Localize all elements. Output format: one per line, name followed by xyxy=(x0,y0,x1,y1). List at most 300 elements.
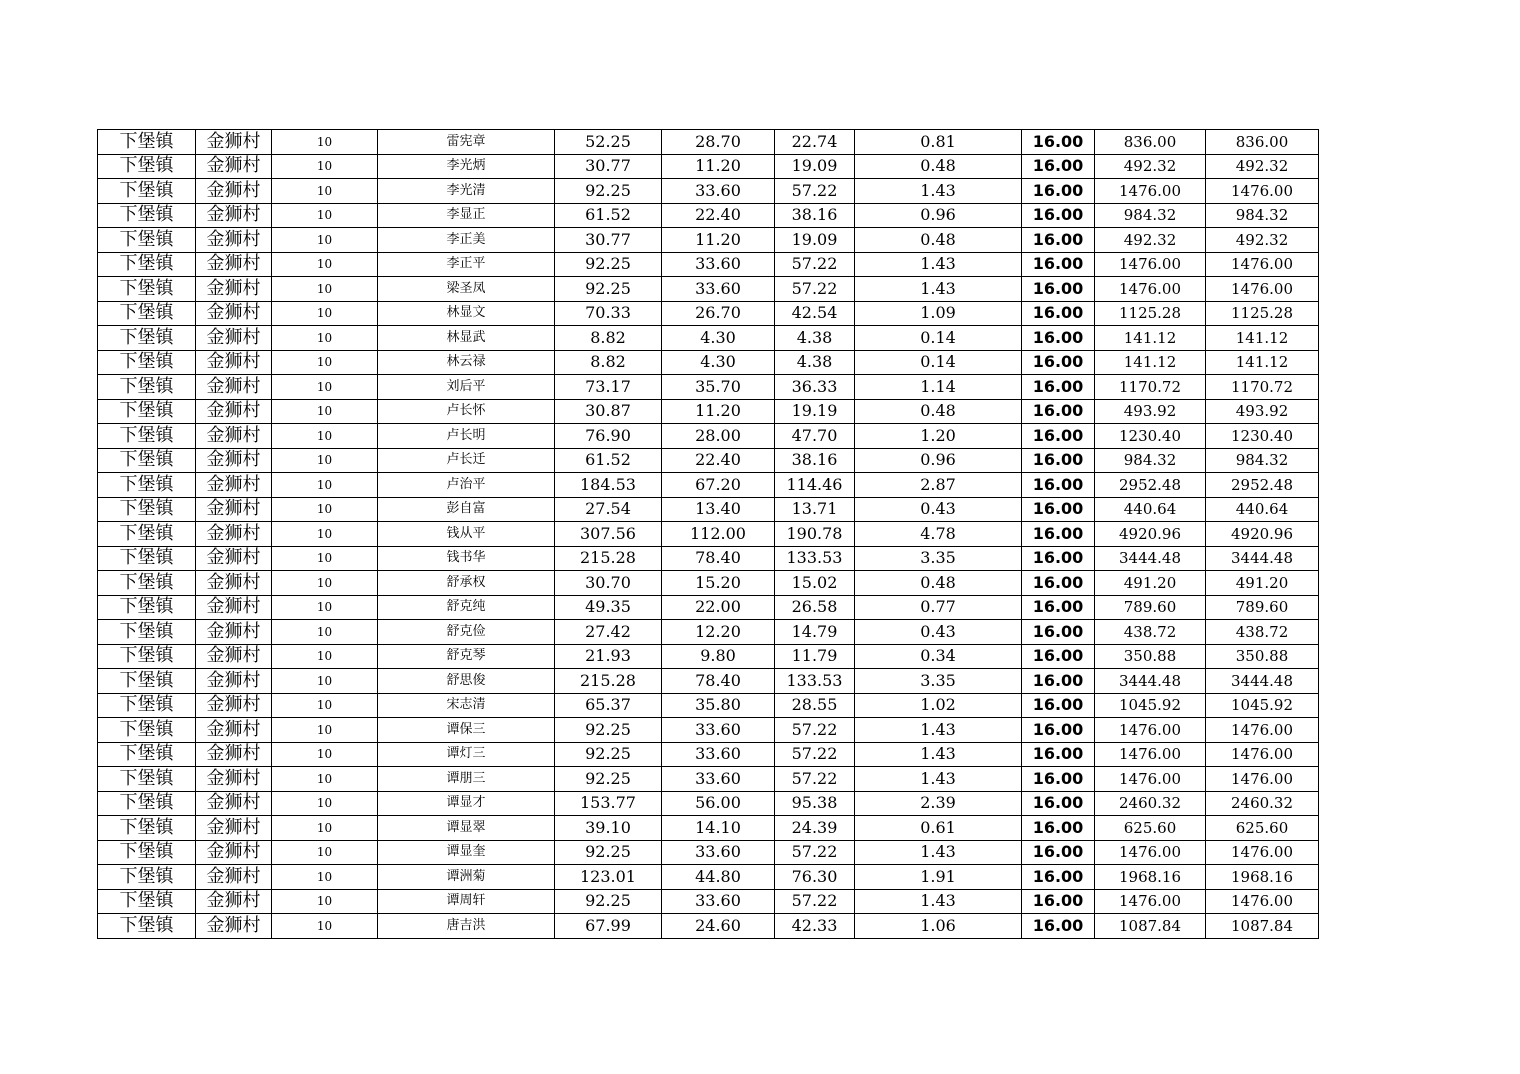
group-cell: 10 xyxy=(272,130,378,155)
ratio-cell: 0.48 xyxy=(855,571,1022,596)
value-a-cell: 78.40 xyxy=(662,546,775,571)
name-cell: 林云禄 xyxy=(378,350,555,375)
amount-cell: 1476.00 xyxy=(1095,718,1206,743)
unit-price-cell: 16.00 xyxy=(1022,522,1095,547)
town-cell: 下堡镇 xyxy=(98,693,196,718)
amount-cell: 625.60 xyxy=(1095,816,1206,841)
group-cell: 10 xyxy=(272,448,378,473)
group-cell: 10 xyxy=(272,203,378,228)
ratio-cell: 0.34 xyxy=(855,644,1022,669)
amount-cell: 1045.92 xyxy=(1095,693,1206,718)
value-b-cell: 57.22 xyxy=(775,179,855,204)
group-cell: 10 xyxy=(272,424,378,449)
town-cell: 下堡镇 xyxy=(98,840,196,865)
value-b-cell: 57.22 xyxy=(775,889,855,914)
group-cell: 10 xyxy=(272,840,378,865)
name-cell: 钱从平 xyxy=(378,522,555,547)
village-cell: 金狮村 xyxy=(196,546,272,571)
value-a-cell: 26.70 xyxy=(662,301,775,326)
total-cell: 1476.00 xyxy=(1206,718,1319,743)
amount-cell: 3444.48 xyxy=(1095,669,1206,694)
value-b-cell: 57.22 xyxy=(775,252,855,277)
village-cell: 金狮村 xyxy=(196,742,272,767)
area-cell: 27.54 xyxy=(555,497,662,522)
total-cell: 1087.84 xyxy=(1206,914,1319,939)
ratio-cell: 0.48 xyxy=(855,154,1022,179)
amount-cell: 493.92 xyxy=(1095,399,1206,424)
value-b-cell: 133.53 xyxy=(775,669,855,694)
unit-price-cell: 16.00 xyxy=(1022,620,1095,645)
group-cell: 10 xyxy=(272,375,378,400)
unit-price-cell: 16.00 xyxy=(1022,497,1095,522)
unit-price-cell: 16.00 xyxy=(1022,424,1095,449)
unit-price-cell: 16.00 xyxy=(1022,742,1095,767)
unit-price-cell: 16.00 xyxy=(1022,326,1095,351)
village-cell: 金狮村 xyxy=(196,595,272,620)
table-row xyxy=(98,571,1319,596)
group-cell: 10 xyxy=(272,277,378,302)
town-cell: 下堡镇 xyxy=(98,497,196,522)
value-b-cell: 24.39 xyxy=(775,816,855,841)
value-a-cell: 67.20 xyxy=(662,473,775,498)
table-row xyxy=(98,326,1319,351)
table-row xyxy=(98,228,1319,253)
table-row xyxy=(98,473,1319,498)
name-cell: 李光炳 xyxy=(378,154,555,179)
table-row xyxy=(98,203,1319,228)
total-cell: 1476.00 xyxy=(1206,252,1319,277)
table-row xyxy=(98,179,1319,204)
total-cell: 625.60 xyxy=(1206,816,1319,841)
table-row xyxy=(98,644,1319,669)
unit-price-cell: 16.00 xyxy=(1022,693,1095,718)
ratio-cell: 1.43 xyxy=(855,179,1022,204)
area-cell: 61.52 xyxy=(555,448,662,473)
area-cell: 39.10 xyxy=(555,816,662,841)
village-cell: 金狮村 xyxy=(196,350,272,375)
unit-price-cell: 16.00 xyxy=(1022,179,1095,204)
amount-cell: 836.00 xyxy=(1095,130,1206,155)
name-cell: 雷宪章 xyxy=(378,130,555,155)
group-cell: 10 xyxy=(272,326,378,351)
value-a-cell: 78.40 xyxy=(662,669,775,694)
name-cell: 刘后平 xyxy=(378,375,555,400)
value-b-cell: 38.16 xyxy=(775,448,855,473)
town-cell: 下堡镇 xyxy=(98,375,196,400)
group-cell: 10 xyxy=(272,497,378,522)
ratio-cell: 3.35 xyxy=(855,546,1022,571)
town-cell: 下堡镇 xyxy=(98,154,196,179)
area-cell: 92.25 xyxy=(555,889,662,914)
town-cell: 下堡镇 xyxy=(98,767,196,792)
value-a-cell: 11.20 xyxy=(662,154,775,179)
area-cell: 92.25 xyxy=(555,840,662,865)
value-a-cell: 14.10 xyxy=(662,816,775,841)
value-a-cell: 33.60 xyxy=(662,840,775,865)
name-cell: 李显正 xyxy=(378,203,555,228)
ratio-cell: 1.09 xyxy=(855,301,1022,326)
group-cell: 10 xyxy=(272,179,378,204)
group-cell: 10 xyxy=(272,620,378,645)
area-cell: 8.82 xyxy=(555,326,662,351)
name-cell: 梁圣凤 xyxy=(378,277,555,302)
town-cell: 下堡镇 xyxy=(98,277,196,302)
total-cell: 350.88 xyxy=(1206,644,1319,669)
amount-cell: 2460.32 xyxy=(1095,791,1206,816)
ratio-cell: 0.43 xyxy=(855,497,1022,522)
group-cell: 10 xyxy=(272,865,378,890)
total-cell: 492.32 xyxy=(1206,228,1319,253)
town-cell: 下堡镇 xyxy=(98,816,196,841)
town-cell: 下堡镇 xyxy=(98,301,196,326)
group-cell: 10 xyxy=(272,816,378,841)
unit-price-cell: 16.00 xyxy=(1022,767,1095,792)
unit-price-cell: 16.00 xyxy=(1022,252,1095,277)
town-cell: 下堡镇 xyxy=(98,448,196,473)
area-cell: 92.25 xyxy=(555,767,662,792)
ratio-cell: 0.48 xyxy=(855,228,1022,253)
total-cell: 1170.72 xyxy=(1206,375,1319,400)
village-cell: 金狮村 xyxy=(196,522,272,547)
total-cell: 789.60 xyxy=(1206,595,1319,620)
group-cell: 10 xyxy=(272,718,378,743)
name-cell: 卢长迁 xyxy=(378,448,555,473)
town-cell: 下堡镇 xyxy=(98,791,196,816)
total-cell: 141.12 xyxy=(1206,326,1319,351)
amount-cell: 1170.72 xyxy=(1095,375,1206,400)
value-a-cell: 12.20 xyxy=(662,620,775,645)
total-cell: 1476.00 xyxy=(1206,179,1319,204)
total-cell: 984.32 xyxy=(1206,448,1319,473)
value-b-cell: 14.79 xyxy=(775,620,855,645)
village-cell: 金狮村 xyxy=(196,448,272,473)
unit-price-cell: 16.00 xyxy=(1022,718,1095,743)
amount-cell: 350.88 xyxy=(1095,644,1206,669)
value-b-cell: 95.38 xyxy=(775,791,855,816)
village-cell: 金狮村 xyxy=(196,914,272,939)
table-row xyxy=(98,669,1319,694)
unit-price-cell: 16.00 xyxy=(1022,816,1095,841)
value-b-cell: 28.55 xyxy=(775,693,855,718)
value-a-cell: 33.60 xyxy=(662,742,775,767)
village-cell: 金狮村 xyxy=(196,228,272,253)
amount-cell: 1476.00 xyxy=(1095,889,1206,914)
value-a-cell: 33.60 xyxy=(662,718,775,743)
table-row xyxy=(98,718,1319,743)
table-row xyxy=(98,424,1319,449)
area-cell: 307.56 xyxy=(555,522,662,547)
unit-price-cell: 16.00 xyxy=(1022,228,1095,253)
area-cell: 92.25 xyxy=(555,252,662,277)
value-a-cell: 33.60 xyxy=(662,767,775,792)
village-cell: 金狮村 xyxy=(196,571,272,596)
table-row xyxy=(98,301,1319,326)
area-cell: 30.77 xyxy=(555,154,662,179)
village-cell: 金狮村 xyxy=(196,816,272,841)
value-b-cell: 4.38 xyxy=(775,350,855,375)
unit-price-cell: 16.00 xyxy=(1022,914,1095,939)
area-cell: 49.35 xyxy=(555,595,662,620)
town-cell: 下堡镇 xyxy=(98,889,196,914)
village-cell: 金狮村 xyxy=(196,693,272,718)
group-cell: 10 xyxy=(272,399,378,424)
amount-cell: 1476.00 xyxy=(1095,179,1206,204)
ratio-cell: 1.06 xyxy=(855,914,1022,939)
group-cell: 10 xyxy=(272,742,378,767)
ratio-cell: 0.96 xyxy=(855,203,1022,228)
village-cell: 金狮村 xyxy=(196,865,272,890)
name-cell: 卢长明 xyxy=(378,424,555,449)
total-cell: 3444.48 xyxy=(1206,669,1319,694)
group-cell: 10 xyxy=(272,914,378,939)
name-cell: 谭洲菊 xyxy=(378,865,555,890)
town-cell: 下堡镇 xyxy=(98,718,196,743)
ratio-cell: 0.48 xyxy=(855,399,1022,424)
amount-cell: 438.72 xyxy=(1095,620,1206,645)
group-cell: 10 xyxy=(272,301,378,326)
name-cell: 谭灯三 xyxy=(378,742,555,767)
group-cell: 10 xyxy=(272,228,378,253)
village-cell: 金狮村 xyxy=(196,326,272,351)
area-cell: 67.99 xyxy=(555,914,662,939)
name-cell: 林显文 xyxy=(378,301,555,326)
total-cell: 491.20 xyxy=(1206,571,1319,596)
area-cell: 92.25 xyxy=(555,742,662,767)
value-a-cell: 13.40 xyxy=(662,497,775,522)
total-cell: 1476.00 xyxy=(1206,840,1319,865)
total-cell: 3444.48 xyxy=(1206,546,1319,571)
value-a-cell: 112.00 xyxy=(662,522,775,547)
total-cell: 1230.40 xyxy=(1206,424,1319,449)
village-cell: 金狮村 xyxy=(196,473,272,498)
value-a-cell: 22.00 xyxy=(662,595,775,620)
unit-price-cell: 16.00 xyxy=(1022,595,1095,620)
town-cell: 下堡镇 xyxy=(98,620,196,645)
unit-price-cell: 16.00 xyxy=(1022,546,1095,571)
data-table xyxy=(97,129,1319,939)
amount-cell: 440.64 xyxy=(1095,497,1206,522)
name-cell: 林显武 xyxy=(378,326,555,351)
unit-price-cell: 16.00 xyxy=(1022,889,1095,914)
value-b-cell: 57.22 xyxy=(775,742,855,767)
unit-price-cell: 16.00 xyxy=(1022,473,1095,498)
village-cell: 金狮村 xyxy=(196,497,272,522)
value-a-cell: 28.00 xyxy=(662,424,775,449)
table-row xyxy=(98,399,1319,424)
value-b-cell: 15.02 xyxy=(775,571,855,596)
table-row xyxy=(98,252,1319,277)
area-cell: 76.90 xyxy=(555,424,662,449)
area-cell: 27.42 xyxy=(555,620,662,645)
name-cell: 舒克琴 xyxy=(378,644,555,669)
town-cell: 下堡镇 xyxy=(98,742,196,767)
unit-price-cell: 16.00 xyxy=(1022,203,1095,228)
value-b-cell: 36.33 xyxy=(775,375,855,400)
ratio-cell: 1.43 xyxy=(855,718,1022,743)
total-cell: 1476.00 xyxy=(1206,889,1319,914)
ratio-cell: 4.78 xyxy=(855,522,1022,547)
table-row xyxy=(98,840,1319,865)
table-row xyxy=(98,277,1319,302)
town-cell: 下堡镇 xyxy=(98,595,196,620)
value-a-cell: 33.60 xyxy=(662,889,775,914)
value-b-cell: 19.09 xyxy=(775,154,855,179)
name-cell: 李光清 xyxy=(378,179,555,204)
ratio-cell: 2.87 xyxy=(855,473,1022,498)
value-b-cell: 19.09 xyxy=(775,228,855,253)
village-cell: 金狮村 xyxy=(196,277,272,302)
value-a-cell: 9.80 xyxy=(662,644,775,669)
total-cell: 984.32 xyxy=(1206,203,1319,228)
group-cell: 10 xyxy=(272,350,378,375)
name-cell: 彭自富 xyxy=(378,497,555,522)
table-row xyxy=(98,767,1319,792)
village-cell: 金狮村 xyxy=(196,179,272,204)
area-cell: 61.52 xyxy=(555,203,662,228)
amount-cell: 141.12 xyxy=(1095,350,1206,375)
village-cell: 金狮村 xyxy=(196,252,272,277)
total-cell: 440.64 xyxy=(1206,497,1319,522)
table-row xyxy=(98,154,1319,179)
town-cell: 下堡镇 xyxy=(98,203,196,228)
group-cell: 10 xyxy=(272,669,378,694)
unit-price-cell: 16.00 xyxy=(1022,350,1095,375)
town-cell: 下堡镇 xyxy=(98,914,196,939)
town-cell: 下堡镇 xyxy=(98,399,196,424)
unit-price-cell: 16.00 xyxy=(1022,840,1095,865)
value-b-cell: 26.58 xyxy=(775,595,855,620)
table-row xyxy=(98,375,1319,400)
group-cell: 10 xyxy=(272,693,378,718)
table-row xyxy=(98,522,1319,547)
value-a-cell: 4.30 xyxy=(662,350,775,375)
group-cell: 10 xyxy=(272,595,378,620)
total-cell: 1476.00 xyxy=(1206,767,1319,792)
value-a-cell: 44.80 xyxy=(662,865,775,890)
value-a-cell: 33.60 xyxy=(662,252,775,277)
ratio-cell: 0.77 xyxy=(855,595,1022,620)
name-cell: 谭保三 xyxy=(378,718,555,743)
ratio-cell: 1.43 xyxy=(855,767,1022,792)
name-cell: 卢长怀 xyxy=(378,399,555,424)
village-cell: 金狮村 xyxy=(196,375,272,400)
name-cell: 谭显才 xyxy=(378,791,555,816)
value-b-cell: 57.22 xyxy=(775,718,855,743)
group-cell: 10 xyxy=(272,791,378,816)
ratio-cell: 1.43 xyxy=(855,840,1022,865)
unit-price-cell: 16.00 xyxy=(1022,669,1095,694)
ratio-cell: 1.14 xyxy=(855,375,1022,400)
ratio-cell: 1.43 xyxy=(855,889,1022,914)
town-cell: 下堡镇 xyxy=(98,424,196,449)
area-cell: 215.28 xyxy=(555,546,662,571)
name-cell: 谭显奎 xyxy=(378,840,555,865)
value-b-cell: 42.33 xyxy=(775,914,855,939)
ratio-cell: 0.96 xyxy=(855,448,1022,473)
town-cell: 下堡镇 xyxy=(98,546,196,571)
group-cell: 10 xyxy=(272,252,378,277)
value-a-cell: 35.70 xyxy=(662,375,775,400)
area-cell: 215.28 xyxy=(555,669,662,694)
table-row xyxy=(98,742,1319,767)
amount-cell: 1125.28 xyxy=(1095,301,1206,326)
amount-cell: 141.12 xyxy=(1095,326,1206,351)
amount-cell: 1230.40 xyxy=(1095,424,1206,449)
ratio-cell: 1.43 xyxy=(855,742,1022,767)
unit-price-cell: 16.00 xyxy=(1022,277,1095,302)
village-cell: 金狮村 xyxy=(196,154,272,179)
village-cell: 金狮村 xyxy=(196,203,272,228)
village-cell: 金狮村 xyxy=(196,301,272,326)
village-cell: 金狮村 xyxy=(196,130,272,155)
total-cell: 1968.16 xyxy=(1206,865,1319,890)
ratio-cell: 2.39 xyxy=(855,791,1022,816)
group-cell: 10 xyxy=(272,571,378,596)
area-cell: 21.93 xyxy=(555,644,662,669)
table-row xyxy=(98,497,1319,522)
group-cell: 10 xyxy=(272,767,378,792)
village-cell: 金狮村 xyxy=(196,644,272,669)
table-row xyxy=(98,448,1319,473)
unit-price-cell: 16.00 xyxy=(1022,865,1095,890)
unit-price-cell: 16.00 xyxy=(1022,571,1095,596)
area-cell: 153.77 xyxy=(555,791,662,816)
ratio-cell: 3.35 xyxy=(855,669,1022,694)
area-cell: 30.77 xyxy=(555,228,662,253)
town-cell: 下堡镇 xyxy=(98,865,196,890)
town-cell: 下堡镇 xyxy=(98,473,196,498)
table-row xyxy=(98,130,1319,155)
value-b-cell: 19.19 xyxy=(775,399,855,424)
unit-price-cell: 16.00 xyxy=(1022,399,1095,424)
town-cell: 下堡镇 xyxy=(98,644,196,669)
name-cell: 宋志清 xyxy=(378,693,555,718)
name-cell: 舒克纯 xyxy=(378,595,555,620)
unit-price-cell: 16.00 xyxy=(1022,791,1095,816)
table-row xyxy=(98,546,1319,571)
amount-cell: 2952.48 xyxy=(1095,473,1206,498)
name-cell: 舒承权 xyxy=(378,571,555,596)
value-a-cell: 28.70 xyxy=(662,130,775,155)
amount-cell: 984.32 xyxy=(1095,203,1206,228)
ratio-cell: 0.14 xyxy=(855,350,1022,375)
area-cell: 52.25 xyxy=(555,130,662,155)
village-cell: 金狮村 xyxy=(196,424,272,449)
value-b-cell: 190.78 xyxy=(775,522,855,547)
amount-cell: 3444.48 xyxy=(1095,546,1206,571)
area-cell: 70.33 xyxy=(555,301,662,326)
area-cell: 30.87 xyxy=(555,399,662,424)
value-b-cell: 57.22 xyxy=(775,840,855,865)
total-cell: 836.00 xyxy=(1206,130,1319,155)
area-cell: 92.25 xyxy=(555,179,662,204)
amount-cell: 1087.84 xyxy=(1095,914,1206,939)
group-cell: 10 xyxy=(272,154,378,179)
total-cell: 1125.28 xyxy=(1206,301,1319,326)
total-cell: 1045.92 xyxy=(1206,693,1319,718)
area-cell: 30.70 xyxy=(555,571,662,596)
ratio-cell: 1.43 xyxy=(855,277,1022,302)
amount-cell: 491.20 xyxy=(1095,571,1206,596)
value-b-cell: 76.30 xyxy=(775,865,855,890)
table-row xyxy=(98,914,1319,939)
village-cell: 金狮村 xyxy=(196,791,272,816)
town-cell: 下堡镇 xyxy=(98,130,196,155)
amount-cell: 492.32 xyxy=(1095,154,1206,179)
area-cell: 92.25 xyxy=(555,718,662,743)
group-cell: 10 xyxy=(272,522,378,547)
amount-cell: 1476.00 xyxy=(1095,277,1206,302)
